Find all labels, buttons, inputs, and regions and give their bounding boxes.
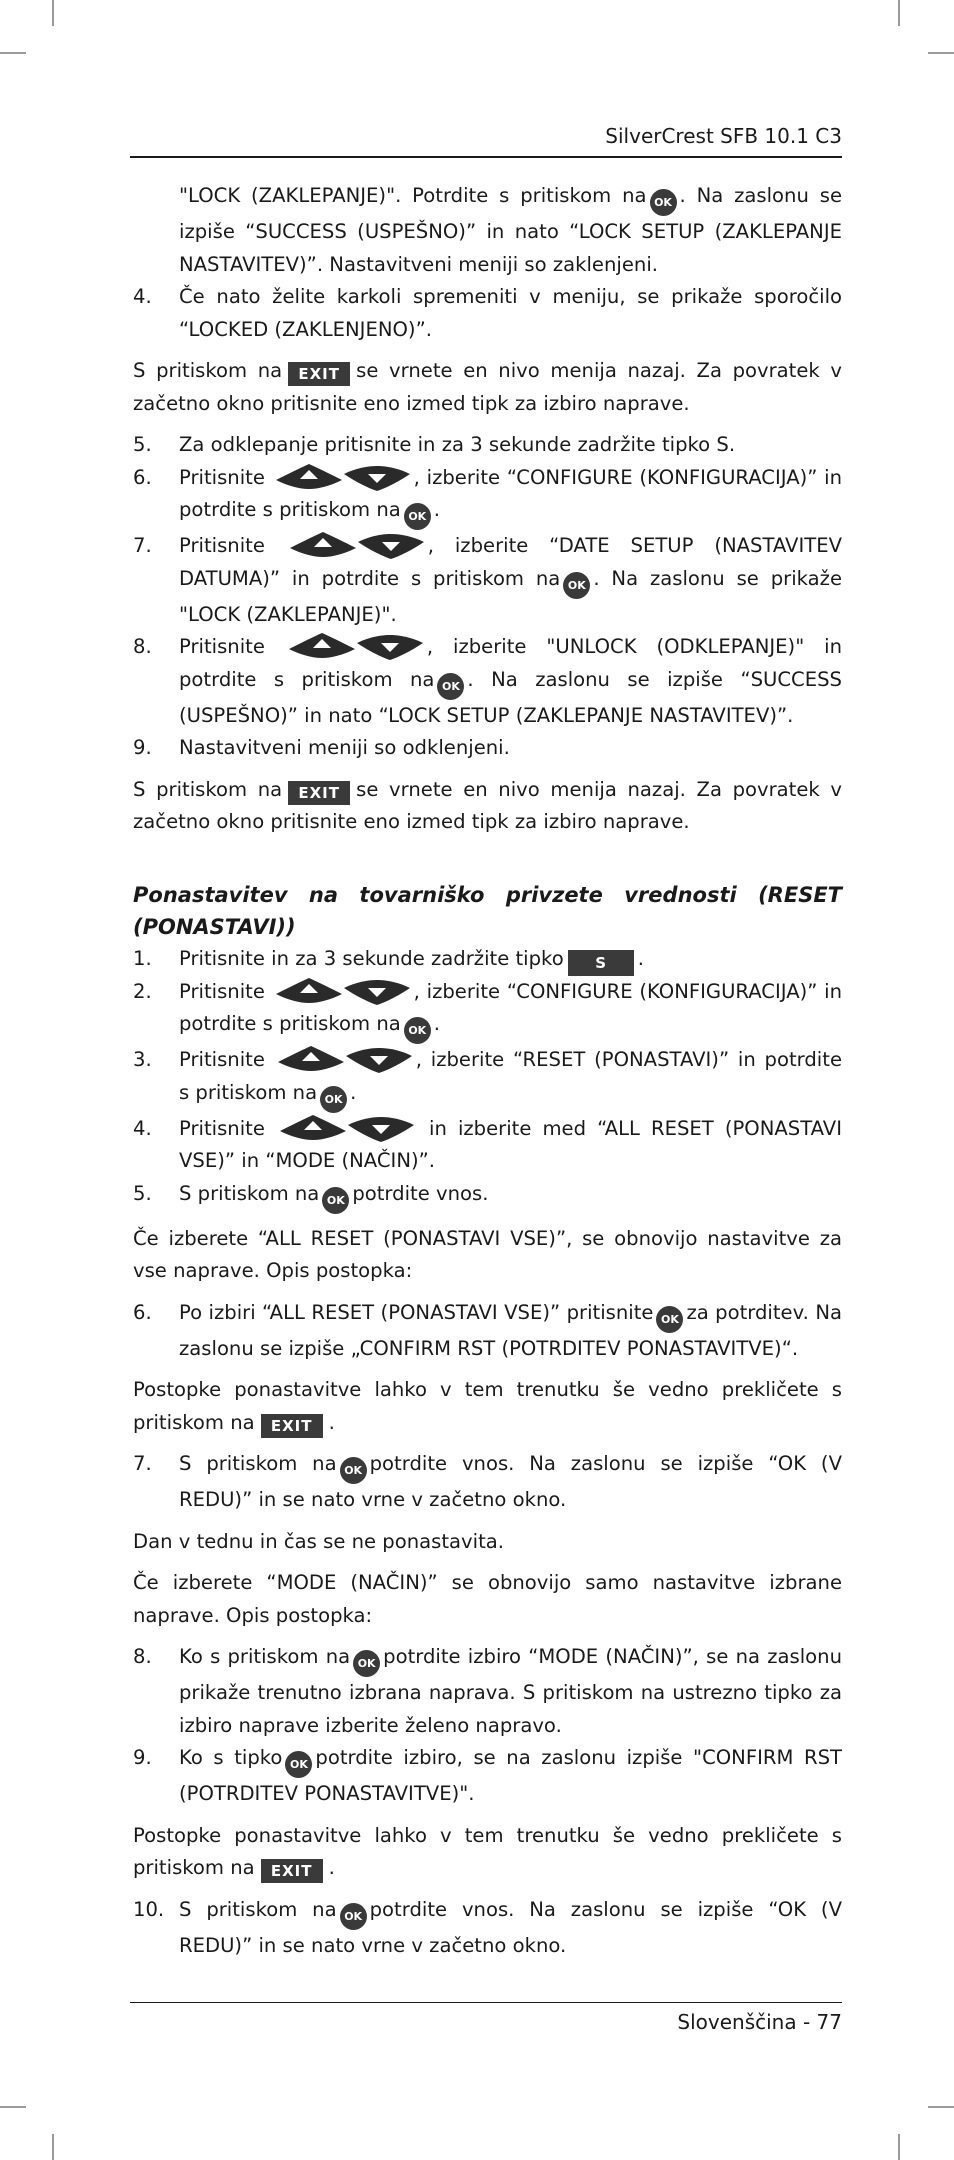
ok-button-icon: OK bbox=[285, 1751, 312, 1778]
list-item: 4. Če nato želite karkoli spremeniti v meniju, se prikaže sporočilo “LOCKED (ZAKLENJENO)”. bbox=[133, 285, 842, 341]
list-item: 7. S pritiskom na OK potrdite vnos. Na zaslonu se izpiše “OK (V REDU)” in se nato vrne v začetno okno. bbox=[133, 1452, 842, 1511]
ok-button-icon: OK bbox=[404, 1017, 431, 1044]
section-heading: Ponastavitev na tovarniško privzete vrednosti (RESET (PONASTAVI)) bbox=[133, 882, 842, 939]
crop-mark bbox=[0, 52, 26, 54]
crop-mark bbox=[898, 2134, 900, 2160]
exit-button-icon: EXIT bbox=[288, 362, 350, 386]
header-rule bbox=[130, 156, 842, 158]
exit-button-icon: EXIT bbox=[261, 1414, 323, 1438]
ok-button-icon: OK bbox=[656, 1306, 683, 1333]
exit-button-icon: EXIT bbox=[261, 1859, 323, 1883]
ok-button-icon: OK bbox=[320, 1086, 347, 1113]
crop-mark bbox=[52, 2134, 54, 2160]
ok-button-icon: OK bbox=[437, 673, 464, 700]
paragraph: Dan v tednu in čas se ne ponastavita. bbox=[133, 1529, 505, 1553]
list-item: 8. Pritisnite , izberite "UNLOCK (ODKLEPANJE)" in potrdite s pritiskom na OK . Na zaslonu se izpiše “SUCCESS (USPEŠNO)” in nato “LOCK SETUP (ZAKLEPANJE NASTAVITEV)”. bbox=[133, 631, 842, 732]
list-item: 1. Pritisnite in za 3 sekunde zadržite tipko S . bbox=[133, 943, 842, 976]
paragraph: Če izberete “ALL RESET (PONASTAVI VSE)”, se obnovijo nastavitve za vse naprave. Opis postopka: bbox=[133, 1226, 842, 1282]
list-item: 9. Nastavitveni meniji so odklenjeni. bbox=[133, 736, 510, 759]
list-item: 6. Pritisnite , izberite “CONFIGURE (KONFIGURACIJA)” in potrdite s pritiskom na OK . bbox=[133, 462, 842, 531]
up-down-arrow-buttons-icon bbox=[287, 631, 425, 661]
list-item: 4. Pritisnite in izberite med “ALL RESET (PONASTAVI VSE)” in “MODE (NAČIN)”. bbox=[133, 1113, 842, 1178]
up-down-arrow-buttons-icon bbox=[274, 462, 412, 492]
s-button-icon: S bbox=[568, 950, 634, 976]
paragraph: Postopke ponastavitve lahko v tem trenutku še vedno prekličete s pritiskom na EXIT . bbox=[133, 1820, 842, 1885]
list-item: 10. S pritiskom na OK potrdite vnos. Na zaslonu se izpiše “OK (V REDU)” in se nato vrne v začetno okno. bbox=[133, 1897, 842, 1957]
crop-mark bbox=[0, 2106, 26, 2108]
up-down-arrow-buttons-icon bbox=[278, 1113, 416, 1143]
crop-mark bbox=[928, 52, 954, 54]
crop-mark bbox=[928, 2106, 954, 2108]
up-down-arrow-buttons-icon bbox=[288, 530, 426, 560]
list-item: 5. Za odklepanje pritisnite in za 3 sekunde zadržite tipko S. bbox=[133, 433, 736, 456]
ok-button-icon: OK bbox=[353, 1650, 380, 1677]
ok-button-icon: OK bbox=[650, 189, 677, 216]
list-item: 5. S pritiskom na OK potrdite vnos. bbox=[133, 1178, 842, 1214]
list-item: 3. Pritisnite , izberite “RESET (PONASTAVI)” in potrdite s pritiskom na OK . bbox=[133, 1044, 842, 1113]
list-item: 8. Ko s pritiskom na OK potrdite izbiro “MODE (NAČIN)”, se na zaslonu prikaže trenutno izbrana naprava. S pritiskom na ustrezno tipko za izbiro naprave izberite želeno napravo. bbox=[133, 1645, 842, 1737]
list-item: 2. Pritisnite , izberite “CONFIGURE (KONFIGURACIJA)” in potrdite s pritiskom na OK . bbox=[133, 976, 842, 1045]
list-item: 7. Pritisnite , izberite “DATE SETUP (NASTAVITEV DATUMA)” in potrdite s pritiskom na OK . Na zaslonu se prikaže "LOCK (ZAKLEPANJE)". bbox=[133, 530, 842, 631]
page-content bbox=[133, 180, 842, 1962]
ok-button-icon: OK bbox=[563, 572, 590, 599]
footer-rule bbox=[130, 2002, 842, 2003]
ok-button-icon: OK bbox=[322, 1187, 349, 1214]
ok-button-icon: OK bbox=[404, 503, 431, 530]
ok-button-icon: OK bbox=[340, 1457, 367, 1484]
list-item: "LOCK (ZAKLEPANJE)". Potrdite s pritiskom na OK . Na zaslonu se izpiše “SUCCESS (USPEŠNO)” in nato “LOCK SETUP (ZAKLEPANJE NASTAVITEV)”. Nastavitveni meniji so zaklenjeni. bbox=[179, 184, 842, 276]
list-item: 6. Po izbiri “ALL RESET (PONASTAVI VSE)” pritisnite OK za potrditev. Na zaslonu se izpiše „CONFIRM RST (POTRDITEV PONASTAVITVE)“. bbox=[133, 1300, 842, 1360]
ok-button-icon: OK bbox=[340, 1903, 367, 1930]
up-down-arrow-buttons-icon bbox=[276, 1044, 414, 1074]
page-header: SilverCrest SFB 10.1 C3 bbox=[605, 124, 842, 148]
page-number: Slovenščina - 77 bbox=[677, 2010, 842, 2034]
up-down-arrow-buttons-icon bbox=[274, 976, 412, 1006]
paragraph: Če izberete “MODE (NAČIN)” se obnovijo samo nastavitve izbrane naprave. Opis postopka: bbox=[133, 1571, 842, 1627]
paragraph: S pritiskom na EXIT se vrnete en nivo menija nazaj. Za povratek v začetno okno pritisnite eno izmed tipk za izbiro naprave. bbox=[133, 777, 842, 833]
paragraph: S pritiskom na EXIT se vrnete en nivo menija nazaj. Za povratek v začetno okno pritisnite eno izmed tipk za izbiro naprave. bbox=[133, 359, 842, 415]
crop-mark bbox=[52, 0, 54, 26]
paragraph: Postopke ponastavitve lahko v tem trenutku še vedno prekličete s pritiskom na EXIT . bbox=[133, 1374, 842, 1439]
exit-button-icon: EXIT bbox=[288, 781, 350, 805]
list-item: 9. Ko s tipko OK potrdite izbiro, se na zaslonu izpiše "CONFIRM RST (POTRDITEV PONASTAVITVE)". bbox=[133, 1746, 842, 1805]
crop-mark bbox=[898, 0, 900, 26]
